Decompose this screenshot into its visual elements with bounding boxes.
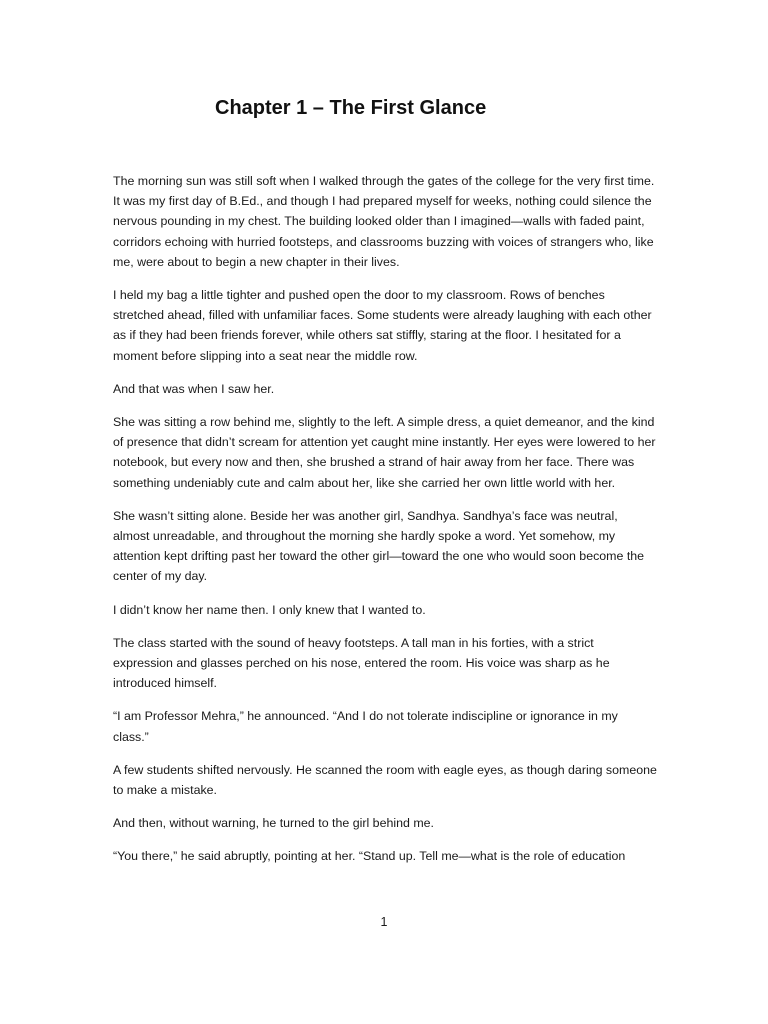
paragraph-11: “You there,” he said abruptly, pointing at her. “Stand up. Tell me—what is the role of education (113, 849, 626, 864)
paragraph-9: A few students shifted nervously. He scanned the room with eagle eyes, as though daring someone to make a mistake. (113, 762, 657, 798)
paragraph-3: And that was when I saw her. (113, 381, 275, 396)
paragraph-8: “I am Professor Mehra,” he announced. “And I do not tolerate indiscipline or ignorance in my class.” (113, 709, 618, 744)
page-number: 1 (380, 915, 388, 929)
chapter-body (113, 171, 657, 880)
paragraph-7: The class started with the sound of heavy footsteps. A tall man in his forties, with a strict expression and glasses perched on his nose, entered the room. His voice was sharp as he introduced himself. (113, 635, 610, 691)
paragraph-5: She wasn’t sitting alone. Beside her was another girl, Sandhya. Sandhya’s face was neutral, almost unreadable, and throughout the morning she hardly spoke a word. Yet somehow, my attention kept drifting past her toward the other girl—toward the one who would soon become the center of my day. (113, 508, 645, 584)
paragraph-10: And then, without warning, he turned to the girl behind me. (113, 816, 434, 831)
paragraph-1: The morning sun was still soft when I walked through the gates of the college for the very first time. It was my first day of B.Ed., and though I had prepared myself for weeks, nothing could silence the nervous pounding in my chest. The building looked older than I imagined—walls with faded paint, corridors echoing with hurried footsteps, and classrooms buzzing with voices of strangers who, like me, were about to begin a new chapter in their lives. (113, 174, 655, 269)
chapter-title: Chapter 1 – The First Glance (215, 97, 487, 119)
paragraph-6: I didn’t know her name then. I only knew that I wanted to. (113, 602, 426, 617)
paragraph-2: I held my bag a little tighter and pushed open the door to my classroom. Rows of benches stretched ahead, filled with unfamiliar faces. Some students were already laughing with each other as if they had been friends forever, while others sat stiffly, staring at the floor. I hesitated for a moment before slipping into a seat near the middle row. (113, 288, 652, 363)
paragraph-4: She was sitting a row behind me, slightly to the left. A simple dress, a quiet demeanor, and the kind of presence that didn’t scream for attention yet caught mine instantly. Her eyes were lowered to her notebook, but every now and then, she brushed a strand of hair away from her face. There was something undeniably cute and calm about her, like she carried her own little world with her. (113, 415, 656, 490)
